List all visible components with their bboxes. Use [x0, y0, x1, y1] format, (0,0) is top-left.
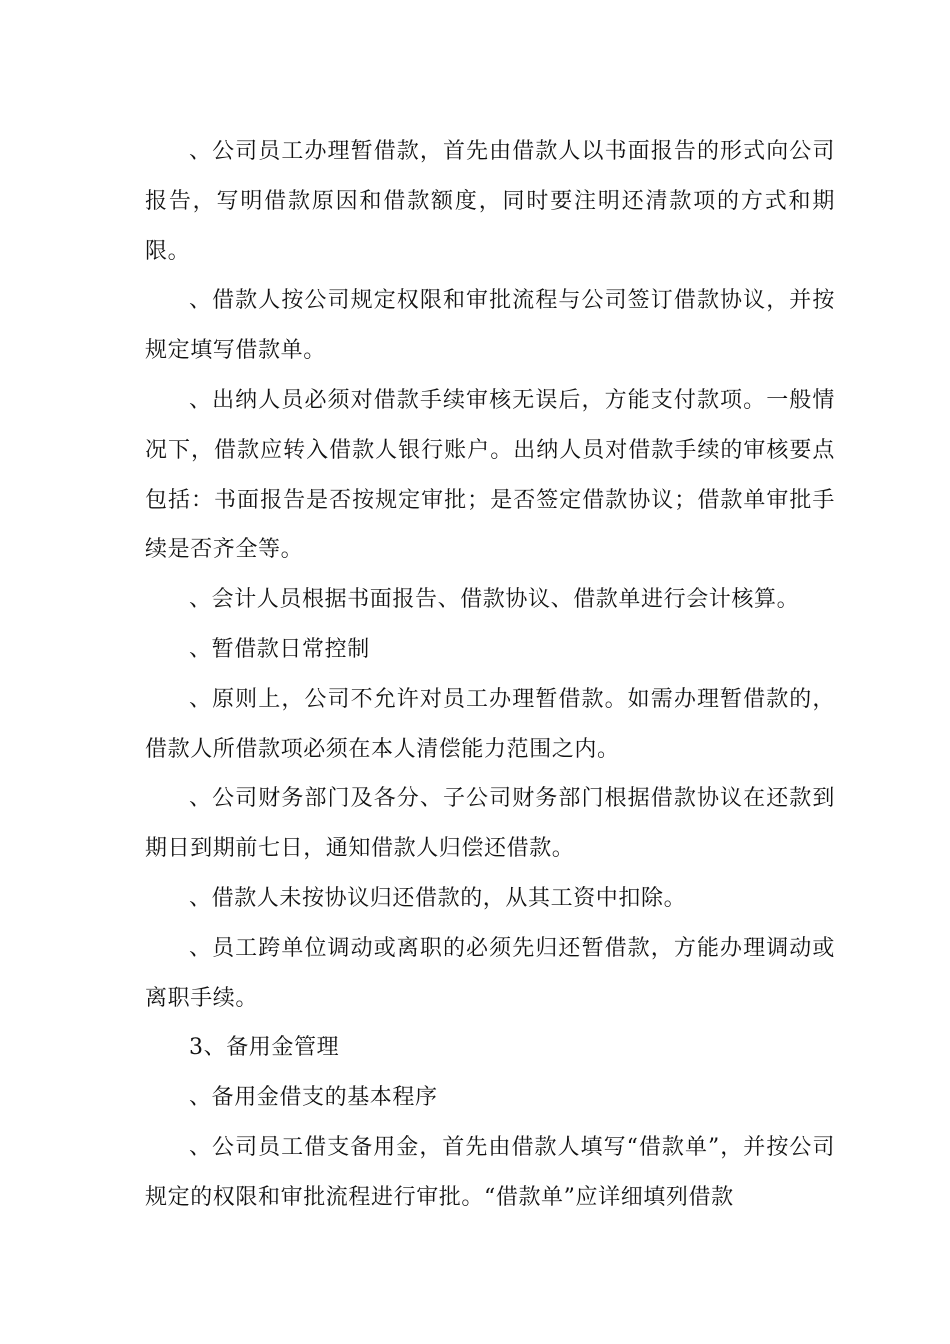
- document-body: [145, 127, 835, 1223]
- paragraph-12: 、公司员工借支备用金，首先由借款人填写“借款单”，并按公司规定的权限和审批流程进行审批。“借款单”应详细填列借款: [145, 1134, 835, 1210]
- paragraph-2: 、借款人按公司规定权限和审批流程与公司签订借款协议，并按规定填写借款单。: [145, 288, 835, 364]
- paragraph-8: 、借款人未按协议归还借款的，从其工资中扣除。: [189, 885, 687, 911]
- subsection-heading: 、备用金借支的基本程序: [189, 1085, 438, 1111]
- section-heading-petty-cash: 3、备用金管理: [189, 1035, 340, 1061]
- paragraph-3: 、出纳人员必须对借款手续审核无误后，方能支付款项。一般情况下，借款应转入借款人银行账户。出纳人员对借款手续的审核要点包括：书面报告是否按规定审批；是否签定借款协议；借款单审批手续是否齐全等。: [145, 387, 835, 563]
- paragraph-9: 、员工跨单位调动或离职的必须先归还暂借款，方能办理调动或离职手续。: [145, 935, 835, 1011]
- paragraph-4: 、会计人员根据书面报告、借款协议、借款单进行会计核算。: [189, 587, 800, 613]
- paragraph-6: 、原则上，公司不允许对员工办理暂借款。如需办理暂借款的，借款人所借款项必须在本人清偿能力范围之内。: [145, 686, 835, 762]
- paragraph-1: 、公司员工办理暂借款，首先由借款人以书面报告的形式向公司报告，写明借款原因和借款额度，同时要注明还清款项的方式和期限。: [145, 139, 835, 264]
- paragraph-5: 、暂借款日常控制: [189, 636, 370, 662]
- paragraph-7: 、公司财务部门及各分、子公司财务部门根据借款协议在还款到期日到期前七日，通知借款人归偿还借款。: [145, 786, 835, 862]
